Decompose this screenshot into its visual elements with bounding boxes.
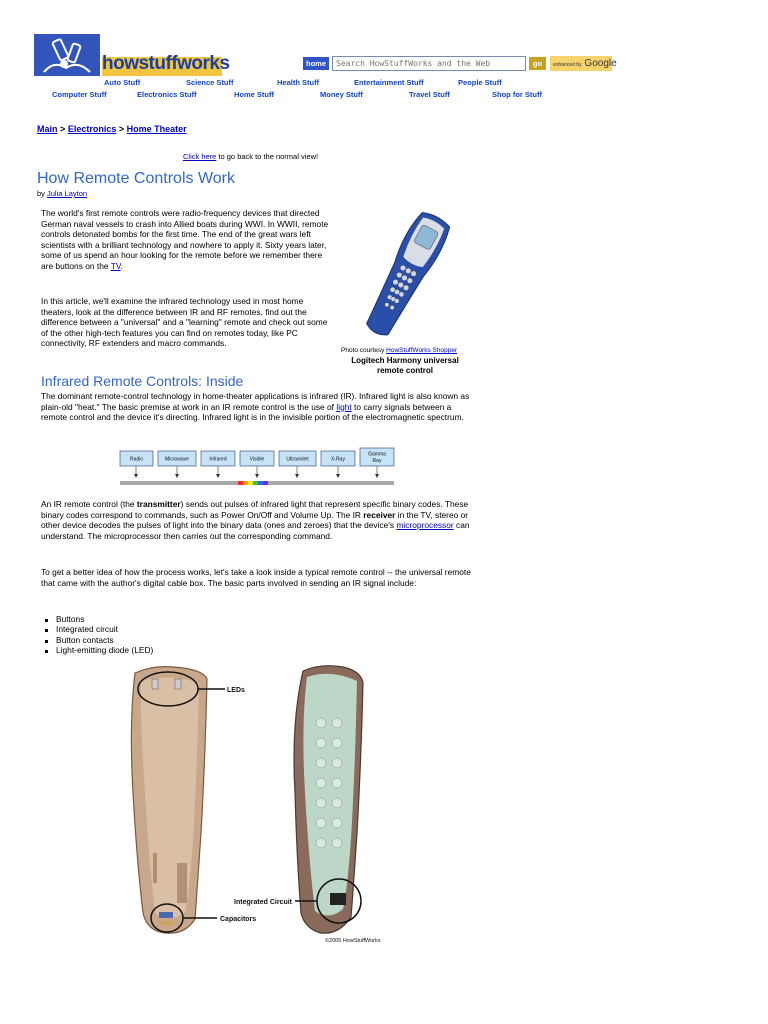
normal-view-link[interactable]: Click here: [183, 152, 217, 161]
transmitter-text: An IR remote control (the: [41, 499, 137, 509]
spectrum-label-gamma-ray: Gamma: [368, 451, 386, 458]
breadcrumb-home-theater[interactable]: Home Theater: [126, 124, 187, 134]
transmitter-text-4: can understand. The microprocessor then carries out the corresponding command.: [41, 520, 470, 541]
parts-intro-paragraph: To get a better idea of how the process works, let's take a look inside a typical remote control -- the universal remote that came with the author's digital cable box. The basic parts involved in sending an IR signal include:: [41, 567, 471, 588]
intro-text: The world's first remote controls were radio-frequency devices that directed German naval vessels to crash into Allied boats during WWI. In WWII, remote controls detonated bombs for the first time. The end of the great wars left scientists with a brilliant technology and nowhere to apply it. Sixty years later, some of us spend an hour looking for the remote before we remember there are buttons on the: [41, 208, 329, 271]
remote-internals-graphic: [125, 663, 425, 948]
capacitors-label: Capacitors: [220, 916, 257, 923]
spectrum-label-ultraviolet: Ultraviolet: [286, 456, 309, 463]
spectrum-label-radio: Radio: [129, 456, 144, 463]
photo-credit: [341, 347, 457, 354]
intro-text-end: .: [120, 260, 123, 271]
list-item: Integrated circuit: [41, 624, 153, 634]
normal-view-notice: [183, 152, 318, 161]
spectrum-label-microwave: Microwave: [165, 456, 189, 463]
logo-image[interactable]: [34, 34, 100, 76]
list-item: Button contacts: [41, 635, 153, 645]
copyright-label: ©2005 HowStuffWorks: [325, 938, 381, 944]
page-title: How Remote Controls Work: [37, 170, 235, 187]
breadcrumb-separator: >: [118, 124, 125, 134]
spectrum-label-visible: Visible: [249, 456, 265, 463]
photo-credit-prefix: Photo courtesy: [341, 347, 387, 354]
breadcrumb: [37, 124, 187, 134]
breadcrumb-main[interactable]: Main: [37, 124, 58, 134]
google-badge-prefix: enhanced by: [553, 62, 582, 68]
transmitter-term: transmitter: [136, 499, 181, 509]
spectrum-graphic: [118, 447, 396, 489]
spectrum-label-gamma-ray-2: Ray: [372, 458, 382, 464]
transmitter-paragraph: [41, 499, 471, 541]
home-button[interactable]: home: [303, 57, 329, 70]
site-logo[interactable]: howstuffworks: [102, 53, 230, 74]
list-item: Buttons: [41, 614, 153, 624]
nav-home-stuff[interactable]: Home Stuff: [234, 90, 274, 99]
nav-computer-stuff[interactable]: Computer Stuff: [52, 90, 107, 99]
breadcrumb-separator: >: [60, 124, 66, 134]
receiver-term: receiver: [363, 509, 396, 520]
spectrum-diagram: [118, 447, 396, 489]
author-link[interactable]: Julia Layton: [47, 189, 88, 198]
harmony-remote-image: [355, 208, 455, 346]
integrated-circuit-label: Integrated Circuit: [234, 899, 292, 906]
google-badge[interactable]: [550, 56, 617, 71]
nav-science-stuff[interactable]: Science Stuff: [186, 78, 234, 87]
infrared-text-end: to carry signals between a remote control and the device it's directing. Infrared light is in the invisible portion of the electromagnetic spectrum.: [41, 401, 464, 423]
list-item: Light-emitting diode (LED): [41, 645, 153, 655]
infrared-text: The dominant remote-control technology in home-theater applications is infrared (IR). Infrared light is also known as plain-old "heat." The basic premise at work in an IR remote control is the use of: [41, 391, 470, 412]
nav-health-stuff[interactable]: Health Stuff: [277, 78, 320, 87]
overview-paragraph: In this article, we'll examine the infrared technology used in most home theaters, look at the difference between IR and RF remotes, find out the difference between a "universal" and a "learning" remote and check out some of the other high-tech features you can find on remotes today, like PC connectivity, RF extenders and macro commands.: [41, 296, 328, 349]
infrared-paragraph: [41, 391, 471, 423]
nav-people-stuff[interactable]: People Stuff: [458, 78, 502, 87]
nav-electronics-stuff[interactable]: Electronics Stuff: [137, 90, 197, 99]
microprocessor-link[interactable]: microprocessor: [396, 520, 454, 531]
tv-link[interactable]: TV: [110, 260, 121, 271]
spectrum-label-infrared: Infrared: [209, 456, 227, 463]
nav-money-stuff[interactable]: Money Stuff: [320, 90, 363, 99]
shopper-link[interactable]: HowStuffWorks Shopper: [386, 347, 458, 354]
search-input[interactable]: [332, 56, 526, 71]
intro-paragraph: [41, 208, 336, 272]
transmitter-text-3: in the TV, stereo or other device decodes the pulses of light into the binary data (ones and zeroes) that the device's: [41, 509, 469, 531]
remote-control-icon: [355, 208, 455, 346]
spectrum-label-xray: X-Ray: [331, 456, 345, 463]
light-link[interactable]: light: [336, 401, 352, 412]
section-heading: Infrared Remote Controls: Inside: [41, 373, 244, 389]
remote-internals-image: [125, 663, 425, 948]
nav-entertainment-stuff[interactable]: Entertainment Stuff: [354, 78, 424, 87]
normal-view-text: to go back to the normal view!: [216, 152, 319, 161]
byline: [37, 189, 87, 198]
nav-travel-stuff[interactable]: Travel Stuff: [409, 90, 450, 99]
photo-caption: Logitech Harmony universal remote control: [351, 356, 459, 375]
google-badge-brand: Google: [584, 58, 617, 69]
parts-list: [41, 614, 153, 656]
breadcrumb-electronics[interactable]: Electronics: [67, 124, 117, 134]
go-button[interactable]: go: [529, 57, 546, 70]
nav-auto-stuff[interactable]: Auto Stuff: [104, 78, 141, 87]
nav-shop-for-stuff[interactable]: Shop for Stuff: [492, 90, 542, 99]
byline-prefix: by: [37, 189, 48, 198]
phone-logo-icon: [34, 34, 100, 76]
transmitter-text-2: ) sends out pulses of infrared light that represent specific binary codes. These binary codes correspond to commands, such as Power On/Off and Volume Up. The IR: [41, 499, 469, 520]
leds-label: LEDs: [227, 687, 245, 694]
